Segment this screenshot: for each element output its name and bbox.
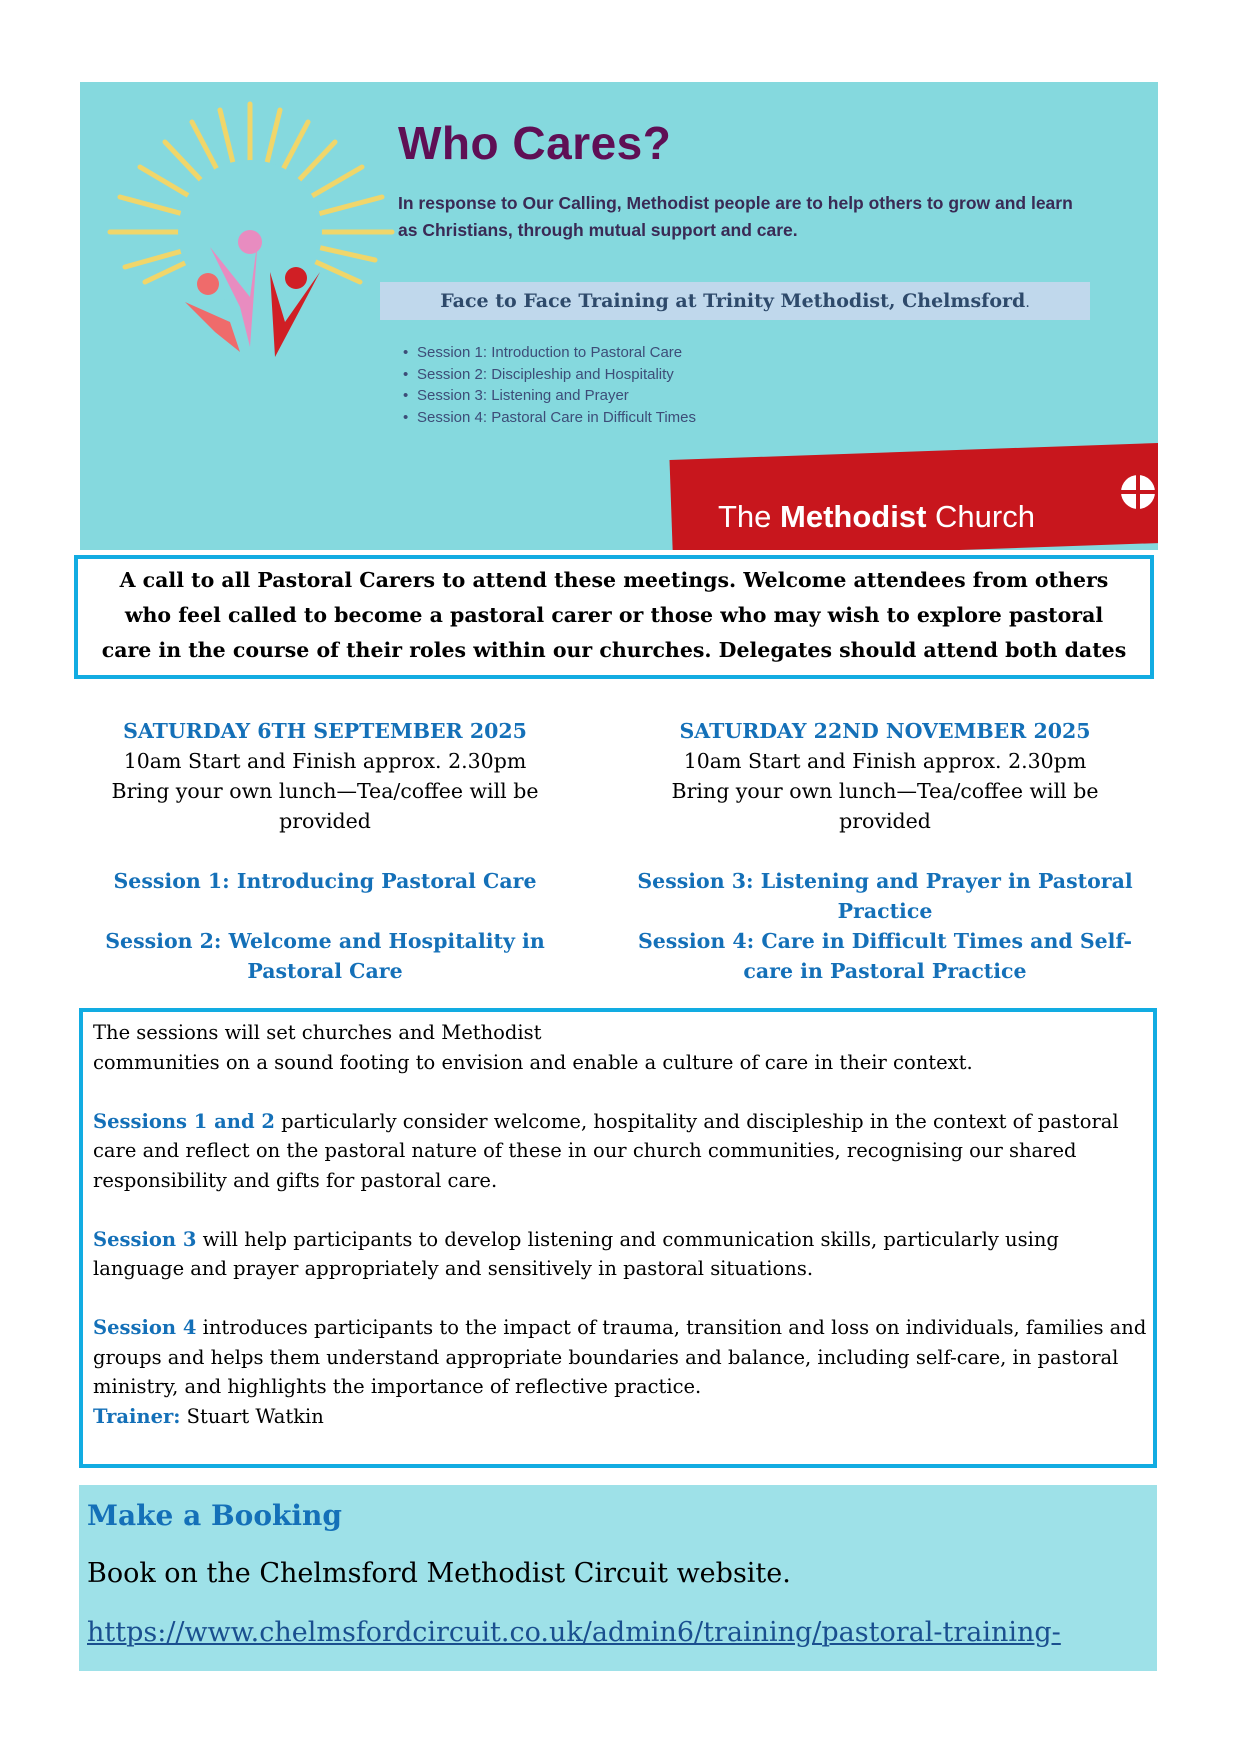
callout-line: A call to all Pastoral Carers to attend these meetings. Welcome attendees from others bbox=[119, 568, 1109, 592]
booking-text: Book on the Chelmsford Methodist Circuit website. bbox=[87, 1558, 791, 1589]
session-4-text: introduces participants to the impact of trauma, transition and loss on individuals, families and groups and helps them understand appropriate boundaries and balance, including self-care, in pastoral ministry, and highlights the importance of reflective practice. bbox=[93, 1316, 1147, 1398]
intro-text: In response to Our Calling, Methodist people are to help others to grow and learn as Christians, through mutual support and care. bbox=[398, 193, 1073, 240]
logo-prefix: The bbox=[718, 499, 781, 534]
description-session-4 bbox=[93, 1313, 1147, 1402]
trainer-label: Trainer: bbox=[93, 1404, 181, 1428]
callout-line: care in the course of their roles within our churches. Delegates should attend both dates bbox=[101, 638, 1127, 662]
description-intro bbox=[93, 1018, 1147, 1077]
session-3-label: Session 3 bbox=[93, 1227, 197, 1251]
logo-bold: Methodist bbox=[780, 499, 927, 534]
callout-line: who feel called to become a pastoral carer or those who may wish to explore pastoral bbox=[124, 603, 1104, 627]
session-4-label: Session 4 bbox=[93, 1316, 197, 1339]
session-title: Session 1: Introducing Pastoral Care bbox=[113, 869, 537, 893]
date-column-november bbox=[620, 716, 1150, 986]
header-session-item: • Session 2: Discipleship and Hospitality bbox=[403, 364, 696, 386]
header-session-item: • Session 4: Pastoral Care in Difficult Times bbox=[403, 407, 696, 429]
trainer-name: Stuart Watkin bbox=[180, 1404, 324, 1428]
logo-clip bbox=[80, 82, 1158, 550]
booking-link[interactable]: https://www.chelmsfordcircuit.co.uk/admin6/training/pastoral-training- bbox=[87, 1617, 1061, 1648]
lunch-note-cont: provided bbox=[279, 809, 371, 833]
methodist-logo-text bbox=[718, 499, 1035, 535]
header-session-item: • Session 1: Introduction to Pastoral Care bbox=[403, 342, 696, 364]
event-time: 10am Start and Finish approx. 2.30pm bbox=[683, 749, 1087, 773]
session-3-text: will help participants to develop listening and communication skills, particularly using language and prayer appropriately and sensitively in pastoral situations. bbox=[93, 1227, 1059, 1280]
sessions-1-2-label: Sessions 1 and 2 bbox=[93, 1109, 275, 1133]
intro-line: The sessions will set churches and Methodist bbox=[93, 1021, 542, 1044]
lunch-note-cont: provided bbox=[839, 809, 931, 833]
sessions-1-2-text: particularly consider welcome, hospitality and discipleship in the context of pastoral care and reflect on the pastoral nature of these in our church communities, recognising our shared responsibility and gifts for pastoral care. bbox=[93, 1109, 1119, 1192]
booking-title: Make a Booking bbox=[87, 1499, 342, 1532]
lunch-note: Bring your own lunch—Tea/coffee will be bbox=[111, 779, 539, 803]
booking-section bbox=[79, 1485, 1157, 1671]
session-title: Session 2: Welcome and Hospitality in bbox=[105, 929, 545, 953]
session-title: Session 3: Listening and Prayer in Pastoral bbox=[637, 869, 1133, 893]
trainer-line bbox=[93, 1402, 1147, 1432]
event-date: SATURDAY 22ND NOVEMBER 2025 bbox=[679, 719, 1091, 743]
venue-text: Face to Face Training at Trinity Methodist, Chelmsford bbox=[440, 290, 1026, 312]
intro-line: communities on a sound footing to envision and enable a culture of care in their context. bbox=[93, 1050, 973, 1074]
description-session-3 bbox=[93, 1225, 1147, 1284]
date-column-september bbox=[60, 716, 590, 986]
description-box bbox=[79, 1008, 1157, 1468]
logo-suffix: Church bbox=[926, 499, 1035, 534]
session-title-cont: Practice bbox=[837, 899, 933, 923]
callout-box bbox=[74, 555, 1154, 679]
header-session-item: • Session 3: Listening and Prayer bbox=[403, 385, 696, 407]
methodist-cross-icon bbox=[1120, 474, 1156, 510]
session-title-cont: care in Pastoral Practice bbox=[743, 959, 1027, 983]
description-sessions-1-2 bbox=[93, 1107, 1147, 1196]
session-title: Session 4: Care in Difficult Times and Self- bbox=[637, 929, 1133, 953]
page-title: Who Cares? bbox=[398, 117, 672, 169]
event-date: SATURDAY 6TH SEPTEMBER 2025 bbox=[123, 719, 527, 743]
venue-dot: . bbox=[1025, 295, 1030, 311]
session-title-cont: Pastoral Care bbox=[247, 959, 403, 983]
event-time: 10am Start and Finish approx. 2.30pm bbox=[123, 749, 527, 773]
lunch-note: Bring your own lunch—Tea/coffee will be bbox=[671, 779, 1099, 803]
